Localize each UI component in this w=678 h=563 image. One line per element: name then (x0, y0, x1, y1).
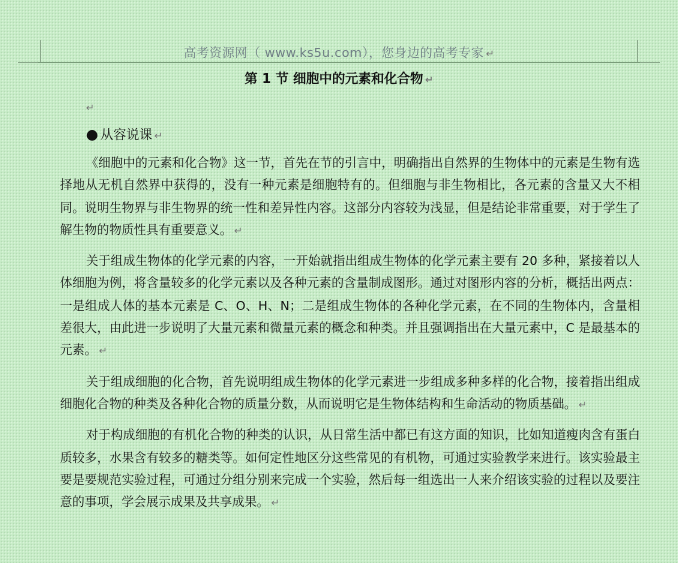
paragraph-mark: ↵ (234, 225, 243, 237)
body-paragraph-1[interactable] (60, 152, 640, 243)
paragraph-text: 《细胞中的元素和化合物》这一节，首先在节的引言中，明确指出自然界的生物体中的元素是生物有选择地从无机自然界中获得的，没有一种元素是细胞特有的。但细胞与非生物相比，各元素的含量又大不相同。说明生物界与非生物界的统一性和差异性内容。这部分内容较为浅显，但是结论非常重要，对于学生了解生物的物质性具有重要意义。 (60, 156, 640, 237)
header-text: 高考资源网（ www.ks5u.com），您身边的高考专家 (183, 45, 484, 60)
body-paragraph-4[interactable] (60, 424, 640, 515)
paragraph-text: 对于构成细胞的有机化合物的种类的认识，从日常生活中都已有这方面的知识，比如知道瘦肉含有蛋白质较多，水果含有较多的糖类等。如何定性地区分这些常见的有机物，可通过实验教学来进行。该实验最主要是要规范实验过程，可通过分组分别来完成一个实验，然后每一组选出一人来介绍该实验的过程以及要注意的事项，学会展示成果及共享成果。 (60, 428, 640, 510)
body-paragraph-2[interactable] (60, 250, 640, 363)
paragraph-mark: ↵ (578, 399, 587, 411)
page-header[interactable] (38, 42, 640, 63)
subsection-heading-text: 从容说课 (100, 128, 153, 143)
document-body[interactable] (60, 152, 640, 522)
section-title-text: 第 1 节 细胞中的元素和化合物 (244, 72, 424, 87)
empty-paragraph[interactable] (84, 96, 94, 115)
paragraph-mark: ↵ (425, 75, 434, 86)
bullet-icon: ● (86, 127, 99, 143)
body-paragraph-3[interactable] (60, 371, 640, 418)
section-title[interactable] (0, 68, 678, 87)
paragraph-mark: ↵ (98, 346, 108, 358)
paragraph-mark: ↵ (271, 498, 280, 510)
paragraph-mark: ↵ (154, 131, 163, 142)
paragraph-text: 关于组成生物体的化学元素的内容，一开始就指出组成生物体的化学元素主要有 20 多种，紧接着以人体细胞为例，将含量较多的化学元素以及各种元素的含量制成图形。通过对图形内容的分析，概括出两点：一是组成人体的基本元素是 C、O、H、N；二是组成生物体的各种化学元素，在不同的生物体内，含量相差很大，由此进一步说明了大量元素和微量元素的概念和种类。并且强调指出在大量元素中，C 是最基本的元素。 (60, 254, 640, 358)
paragraph-mark: ↵ (86, 103, 95, 114)
paragraph-mark: ↵ (485, 49, 495, 60)
paragraph-text: 关于组成细胞的化合物，首先说明组成生物体的化学元素进一步组成多种多样的化合物，接着指出组成细胞化合物的种类及各种化合物的质量分数，从而说明它是生物体结构和生命活动的物质基础。 (60, 374, 640, 411)
subsection-heading[interactable] (86, 124, 163, 143)
page-margin-corner-right (637, 40, 660, 63)
